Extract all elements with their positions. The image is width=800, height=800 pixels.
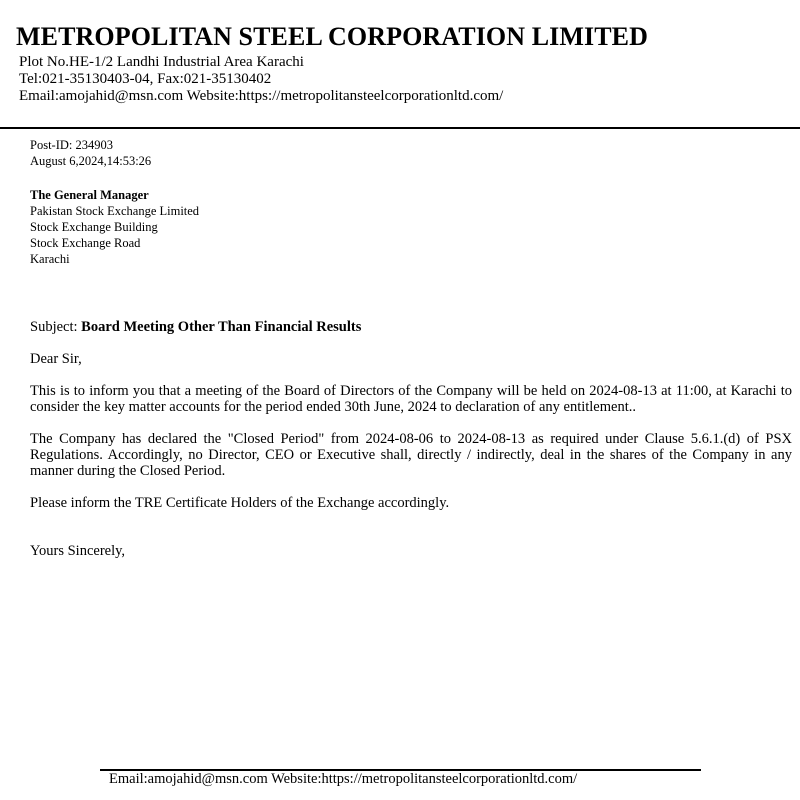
recipient-line: Stock Exchange Road	[30, 236, 141, 250]
header-divider	[0, 127, 800, 129]
salutation: Dear Sir,	[30, 351, 82, 367]
company-phone-fax: Tel:021-35130403-04, Fax:021-35130402	[19, 71, 272, 87]
recipient-line: Pakistan Stock Exchange Limited	[30, 204, 200, 218]
company-email-website: Email:amojahid@msn.com Website:https://metropolitansteelcorporationltd.com/	[19, 88, 504, 104]
subject-line	[30, 319, 361, 336]
footer-email-website: Email:amojahid@msn.com Website:https://metropolitansteelcorporationltd.com/	[109, 771, 578, 787]
recipient-line: Karachi	[30, 252, 70, 266]
paragraph-closed-period: The Company has declared the "Closed Period" from 2024-08-06 to 2024-08-13 as required under Clause 5.6.1.(d) of PSX Regulations. Accordingly, no Director, CEO or Executive shall, directly / indirectly, deal in the shares of the Company in any manner during the Closed Period.	[30, 431, 792, 479]
company-name: METROPOLITAN STEEL CORPORATION LIMITED	[16, 22, 648, 51]
closing: Yours Sincerely,	[30, 543, 126, 559]
post-date-time: August 6,2024,14:53:26	[30, 154, 152, 168]
subject-text: Board Meeting Other Than Financial Results	[81, 319, 362, 335]
company-address: Plot No.HE-1/2 Landhi Industrial Area Karachi	[19, 54, 304, 70]
subject-label: Subject:	[30, 319, 78, 335]
recipient-title: The General Manager	[30, 188, 149, 202]
recipient-line: Stock Exchange Building	[30, 220, 158, 234]
paragraph-inform: Please inform the TRE Certificate Holders of the Exchange accordingly.	[30, 495, 450, 511]
post-id: Post-ID: 234903	[30, 138, 113, 152]
paragraph-meeting: This is to inform you that a meeting of the Board of Directors of the Company will be held on 2024-08-13 at 11:00, at Karachi to consider the key matter accounts for the period ended 30th June, 2024 to declaration of any entitlement..	[30, 383, 792, 415]
